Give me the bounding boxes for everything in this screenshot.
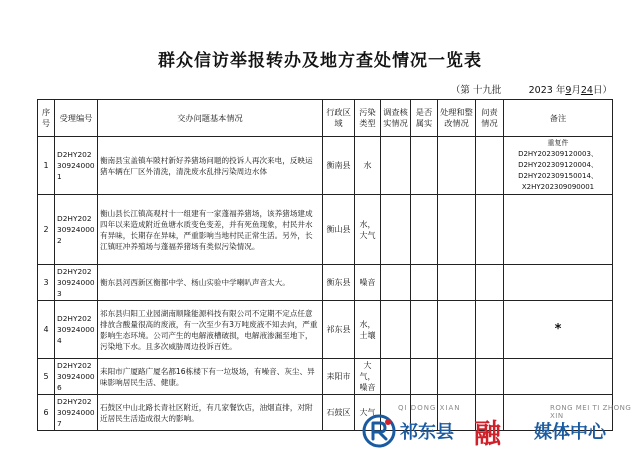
cell-region: 石鼓区: [323, 395, 355, 431]
cell-verified: [411, 265, 438, 301]
watermark-pinyin-left: QI DONG XIAN: [398, 404, 461, 412]
cell-desc: 衡南县宝盖镇车陂村新好养猪场问题的投诉人再次来电，反映运猪车辆在厂区外清洗，清洗废水乱排污染周边水体: [98, 137, 323, 195]
cell-note: [504, 195, 613, 265]
cell-no: 4: [38, 301, 55, 359]
cell-region: 衡东县: [323, 265, 355, 301]
cell-note: [504, 265, 613, 301]
cell-pollution: 大气，噪音: [355, 359, 381, 395]
watermark-rong-glyph: 融: [474, 419, 501, 450]
header-pollution: 污染类型: [355, 100, 381, 137]
cell-no: 1: [38, 137, 55, 195]
cell-note: [504, 359, 613, 395]
month-value: 9: [565, 85, 572, 96]
table-header-row: [38, 100, 613, 137]
cell-investigation: [381, 301, 411, 359]
cell-no: 5: [38, 359, 55, 395]
cell-pollution: 水，土壤: [355, 301, 381, 359]
cell-desc: 衡东县河西新区衡都中学、杨山实验中学喇叭声音太大。: [98, 265, 323, 301]
header-note: 备注: [504, 100, 613, 137]
cell-pollution: 噪音: [355, 265, 381, 301]
cell-no: 6: [38, 395, 55, 431]
cell-accountability: [476, 359, 504, 395]
complaint-table: [37, 99, 613, 431]
cell-desc: 衡山县长江镇高观村十一组建有一家蓬福养猪场，该养猪场建成四年以来造成附近鱼塘水质变色变差，并有死鱼现象，村民井水有异味，长期存在异味，严重影响当地村民正常生活。另外，长江镇旺冲养殖场与蓬福养猪场有类似污染情况。: [98, 195, 323, 265]
header-accountability: 问责情况: [476, 100, 504, 137]
cell-accountability: [476, 137, 504, 195]
watermark-media-center: 媒体中心: [534, 422, 606, 443]
table-row: [38, 265, 613, 301]
cell-code: D2HY202309240002: [55, 195, 98, 265]
batch-date-line: [0, 82, 612, 96]
cell-note: *: [504, 301, 613, 359]
cell-handling: [438, 301, 476, 359]
cell-region: 耒阳市: [323, 359, 355, 395]
cell-accountability: [476, 301, 504, 359]
cell-verified: [411, 359, 438, 395]
cell-investigation: [381, 195, 411, 265]
month-suffix: 月: [571, 85, 581, 96]
cell-verified: [411, 195, 438, 265]
cell-note: 重复件 D2HY202309120003、D2HY202309120004、D2HY202309150014、X2HY202309090001: [504, 137, 613, 195]
cell-handling: [438, 195, 476, 265]
cell-region: 衡南县: [323, 137, 355, 195]
cell-pollution: 大气: [355, 395, 381, 431]
header-handling: 处理和整改情况: [438, 100, 476, 137]
cell-code: D2HY202309240001: [55, 137, 98, 195]
cell-desc: 耒阳市广厦路广厦名都16栋楼下有一垃圾场，有噪音、灰尘、异味影响居民生活、健康。: [98, 359, 323, 395]
cell-verified: [411, 137, 438, 195]
header-desc: 交办问题基本情况: [98, 100, 323, 137]
cell-investigation: [381, 137, 411, 195]
watermark-pinyin-right: RONG MEI TI ZHONG XIN: [550, 404, 632, 420]
header-investigation: 调查核实情况: [381, 100, 411, 137]
cell-investigation: [381, 265, 411, 301]
table-row: [38, 195, 613, 265]
media-center-watermark: [362, 404, 640, 453]
rongmei-logo-icon: [362, 414, 396, 448]
cell-investigation: [381, 359, 411, 395]
day-value: 24: [580, 85, 593, 96]
cell-handling: [438, 359, 476, 395]
cell-verified: [411, 301, 438, 359]
cell-accountability: [476, 195, 504, 265]
cell-region: 祁东县: [323, 301, 355, 359]
cell-pollution: 水，大气: [355, 195, 381, 265]
cell-handling: [438, 137, 476, 195]
table-row: [38, 137, 613, 195]
header-verified: 是否属实: [411, 100, 438, 137]
page-title: 群众信访举报转办及地方查处情况一览表: [158, 51, 482, 71]
year-label: 2023 年: [528, 85, 566, 96]
cell-handling: [438, 265, 476, 301]
cell-code: D2HY202309240006: [55, 359, 98, 395]
watermark-county-name: 祁东县: [400, 422, 454, 443]
cell-desc: 祁东县归阳工业园湖南顺隆能源科技有限公司不定期不定点任意排放含酸量很高的废液，有一次至少有3万吨废液不知去向，严重影响生态环境。公司产生的电解液槽破损，电解液渗漏至地下，污染地下水。且多次威胁周边投诉百姓。: [98, 301, 323, 359]
header-code: 受理编号: [55, 100, 98, 137]
table-row: [38, 301, 613, 359]
batch-label: （第 十九批: [450, 85, 502, 96]
cell-accountability: [476, 265, 504, 301]
cell-code: D2HY202309240004: [55, 301, 98, 359]
cell-code: D2HY202309240007: [55, 395, 98, 431]
header-no: 序号: [38, 100, 55, 137]
cell-desc: 石鼓区中山北路长青社区附近，有几家餐饮店，油烟直排，对附近居民生活造成很大的影响。: [98, 395, 323, 431]
cell-no: 3: [38, 265, 55, 301]
cell-region: 衡山县: [323, 195, 355, 265]
table-row: [38, 359, 613, 395]
day-suffix: 日）: [592, 85, 612, 96]
cell-code: D2HY202309240003: [55, 265, 98, 301]
header-region: 行政区域: [323, 100, 355, 137]
cell-no: 2: [38, 195, 55, 265]
cell-pollution: 水: [355, 137, 381, 195]
